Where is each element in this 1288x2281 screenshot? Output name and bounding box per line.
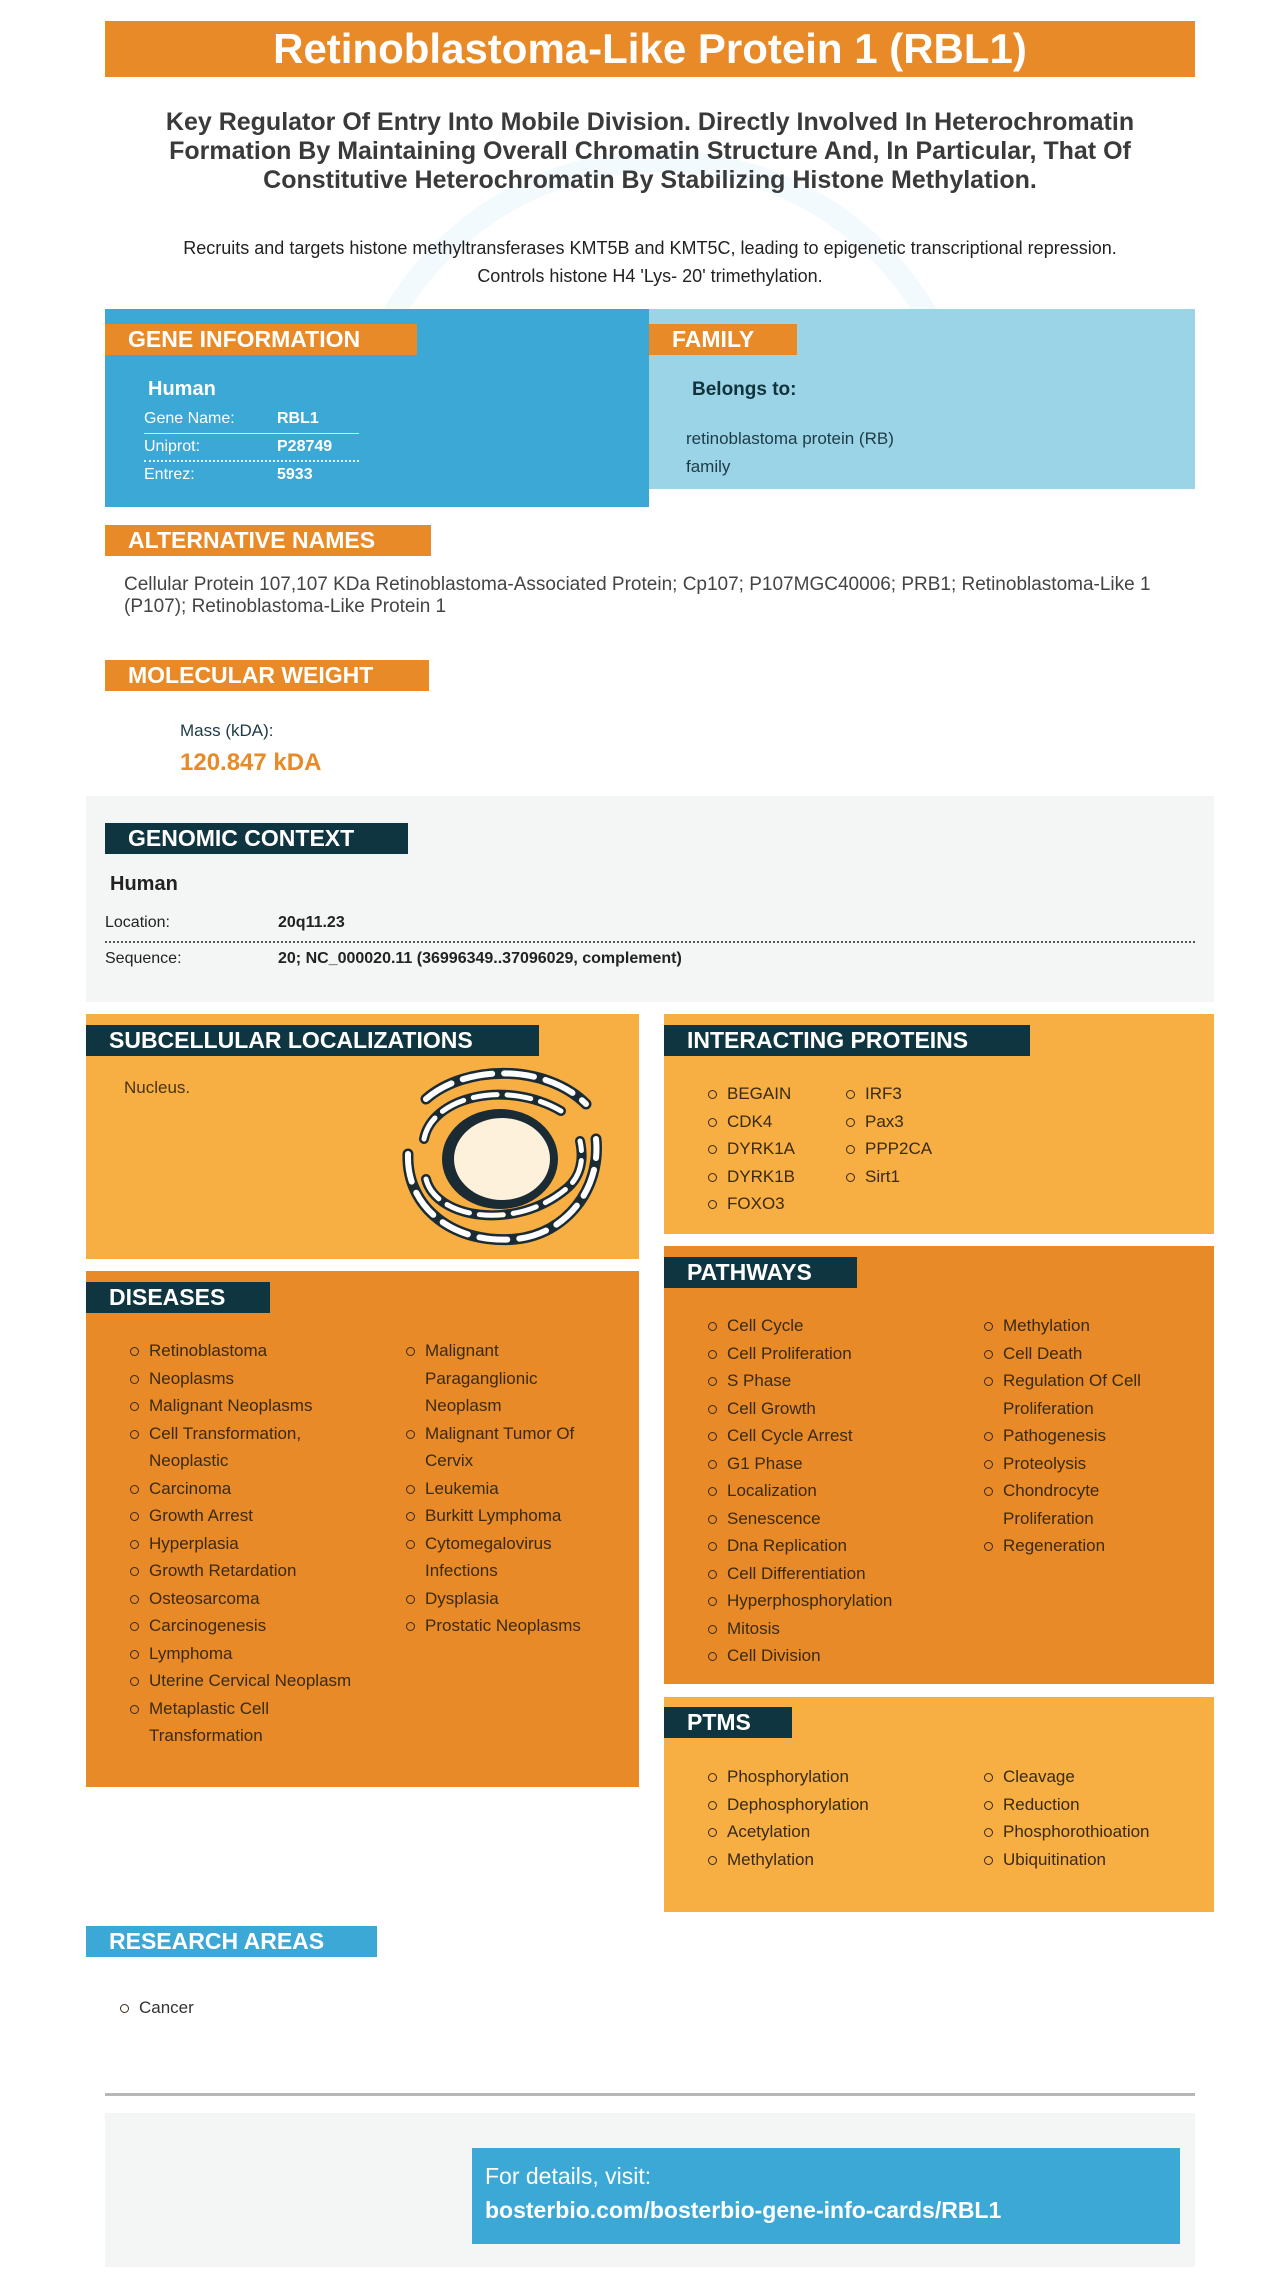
list-item: Phosphorothioation	[984, 1818, 1184, 1846]
uniprot-label: Uniprot:	[144, 438, 201, 455]
list-item: Uterine Cervical Neoplasm	[130, 1667, 370, 1695]
list-item: Leukemia	[406, 1475, 606, 1503]
list-item: Growth Arrest	[130, 1502, 370, 1530]
list-item: DYRK1B	[708, 1163, 848, 1191]
genomic-species: Human	[110, 873, 178, 895]
ptms-list-col1	[708, 1763, 968, 1873]
mass-value: 120.847 kDA	[180, 749, 322, 776]
list-item: Sirt1	[846, 1163, 986, 1191]
family-text	[686, 425, 894, 481]
list-item: Cytomegalovirus Infections	[406, 1530, 606, 1585]
pathways-list-col1	[708, 1312, 968, 1670]
list-item: Prostatic Neoplasms	[406, 1612, 606, 1640]
list-item: Carcinogenesis	[130, 1612, 370, 1640]
list-item: Cancer	[120, 1994, 420, 2022]
gene-name-label: Gene Name:	[144, 410, 235, 427]
list-item: Cell Transformation, Neoplastic	[130, 1420, 370, 1475]
details-link-box[interactable]	[472, 2148, 1180, 2244]
list-item: Cell Division	[708, 1642, 968, 1670]
list-item: Cleavage	[984, 1763, 1184, 1791]
uniprot-row	[144, 438, 359, 462]
list-item: DYRK1A	[708, 1135, 848, 1163]
alternative-names-heading: ALTERNATIVE NAMES	[105, 525, 431, 556]
description-line-2: Controls histone H4 'Lys- 20' trimethylation.	[477, 266, 823, 286]
list-item: Malignant Paraganglionic Neoplasm	[406, 1337, 606, 1420]
nucleus-icon	[396, 1059, 606, 1247]
sequence-value: 20; NC_000020.11 (36996349..37096029, complement)	[278, 950, 682, 967]
list-item: Methylation	[984, 1312, 1184, 1340]
uniprot-value: P28749	[277, 438, 333, 455]
list-item: Burkitt Lymphoma	[406, 1502, 606, 1530]
list-item: Lymphoma	[130, 1640, 370, 1668]
list-item: Regeneration	[984, 1532, 1184, 1560]
diseases-list-col2	[406, 1337, 606, 1640]
details-url-link[interactable]: bosterbio.com/bosterbio-gene-info-cards/RBL1	[485, 2197, 1002, 2223]
list-item: Metaplastic Cell Transformation	[130, 1695, 370, 1750]
list-item: Ubiquitination	[984, 1846, 1184, 1874]
location-label: Location:	[105, 914, 170, 931]
gene-species: Human	[148, 378, 216, 400]
molecular-weight-heading: MOLECULAR WEIGHT	[105, 660, 429, 691]
list-item: Cell Differentiation	[708, 1560, 968, 1588]
list-item: IRF3	[846, 1080, 986, 1108]
family-line-1: retinoblastoma protein (RB)	[686, 429, 894, 448]
list-item: Cell Cycle Arrest	[708, 1422, 968, 1450]
list-item: Regulation Of Cell Proliferation	[984, 1367, 1184, 1422]
page-title: Retinoblastoma-Like Protein 1 (RBL1)	[105, 21, 1195, 77]
gene-information-heading: GENE INFORMATION	[105, 324, 417, 355]
list-item: CDK4	[708, 1108, 848, 1136]
subcellular-text: Nucleus.	[124, 1078, 191, 1097]
sequence-label: Sequence:	[105, 950, 182, 967]
mass-label: Mass (kDA):	[180, 721, 274, 740]
location-value: 20q11.23	[278, 914, 345, 931]
list-item: Malignant Neoplasms	[130, 1392, 370, 1420]
list-item: Hyperphosphorylation	[708, 1587, 968, 1615]
subcellular-heading: SUBCELLULAR LOCALIZATIONS	[86, 1025, 539, 1056]
list-item: Acetylation	[708, 1818, 968, 1846]
family-line-2: family	[686, 457, 731, 476]
list-item: Dysplasia	[406, 1585, 606, 1613]
list-item: Reduction	[984, 1791, 1184, 1819]
list-item: Dna Replication	[708, 1532, 968, 1560]
list-item: Neoplasms	[130, 1365, 370, 1393]
list-item: Carcinoma	[130, 1475, 370, 1503]
entrez-label: Entrez:	[144, 466, 195, 483]
pathways-heading: PATHWAYS	[664, 1257, 857, 1288]
list-item: Phosphorylation	[708, 1763, 968, 1791]
list-item: Dephosphorylation	[708, 1791, 968, 1819]
list-item: Mitosis	[708, 1615, 968, 1643]
list-item: Cell Proliferation	[708, 1340, 968, 1368]
list-item: Growth Retardation	[130, 1557, 370, 1585]
footer-divider	[105, 2093, 1195, 2096]
family-belongs-label: Belongs to:	[692, 379, 797, 400]
interacting-list-col1	[708, 1080, 848, 1218]
location-row	[105, 912, 1195, 943]
entrez-row	[144, 466, 359, 490]
list-item: Cell Death	[984, 1340, 1184, 1368]
list-item: Chondrocyte Proliferation	[984, 1477, 1184, 1532]
family-heading: FAMILY	[649, 324, 797, 355]
list-item: Retinoblastoma	[130, 1337, 370, 1365]
interacting-proteins-heading: INTERACTING PROTEINS	[664, 1025, 1030, 1056]
pathways-list-col2	[984, 1312, 1184, 1560]
sequence-row	[105, 948, 1195, 974]
list-item: PPP2CA	[846, 1135, 986, 1163]
ptms-heading: PTMS	[664, 1707, 792, 1738]
list-item: Cell Growth	[708, 1395, 968, 1423]
alternative-names-text: Cellular Protein 107,107 KDa Retinoblastoma-Associated Protein; Cp107; P107MGC40006; PRB1; Retinoblastoma-Like 1 (P107); Retinoblastoma-Like Protein 1	[124, 574, 1151, 617]
genomic-context-heading: GENOMIC CONTEXT	[105, 823, 408, 854]
list-item: Methylation	[708, 1846, 968, 1874]
list-item: Malignant Tumor Of Cervix	[406, 1420, 606, 1475]
list-item: Pathogenesis	[984, 1422, 1184, 1450]
list-item: Hyperplasia	[130, 1530, 370, 1558]
list-item: Localization	[708, 1477, 968, 1505]
list-item: Cell Cycle	[708, 1312, 968, 1340]
research-areas-heading: RESEARCH AREAS	[86, 1926, 377, 1957]
details-label: For details, visit:	[485, 2163, 652, 2189]
list-item: Proteolysis	[984, 1450, 1184, 1478]
list-item: Osteosarcoma	[130, 1585, 370, 1613]
list-item: FOXO3	[708, 1190, 848, 1218]
entrez-value: 5933	[277, 466, 313, 483]
function-description	[120, 234, 1180, 290]
list-item: G1 Phase	[708, 1450, 968, 1478]
gene-name-row	[144, 410, 359, 434]
list-item: Pax3	[846, 1108, 986, 1136]
ptms-list-col2	[984, 1763, 1184, 1873]
research-areas-list	[120, 1994, 420, 2022]
list-item: S Phase	[708, 1367, 968, 1395]
list-item: BEGAIN	[708, 1080, 848, 1108]
diseases-list-col1	[130, 1337, 370, 1750]
interacting-list-col2	[846, 1080, 986, 1190]
gene-name-value: RBL1	[277, 410, 319, 427]
page-subtitle: Key Regulator Of Entry Into Mobile Division. Directly Involved In Heterochromatin Formation By Maintaining Overall Chromatin Structure And, In Particular, That Of Constitutive Heterochromatin By Stabilizing Histone Methylation.	[165, 108, 1135, 194]
description-line-1: Recruits and targets histone methyltransferases KMT5B and KMT5C, leading to epigenetic transcriptional repression.	[183, 238, 1117, 258]
diseases-heading: DISEASES	[86, 1282, 270, 1313]
list-item: Senescence	[708, 1505, 968, 1533]
